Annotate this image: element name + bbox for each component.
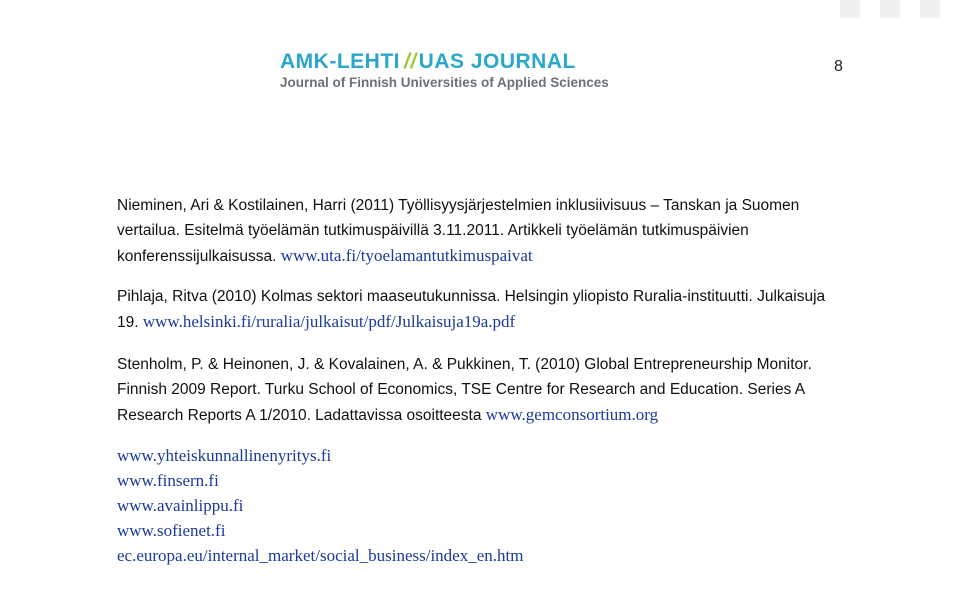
reference-link[interactable]: www.helsinki.fi/ruralia/julkaisut/pdf/Julkaisuja19a.pdf (142, 312, 516, 331)
link-item[interactable]: www.avainlippu.fi (117, 496, 244, 515)
reference-item (117, 352, 847, 428)
logo-uas-journal: UAS JOURNAL (418, 50, 576, 73)
reference-text: Nieminen, Ari & Kostilainen, Harri (2011) Työllisyysjärjestelmien inklusiivisuus – Tanskan ja Suomen vertailua. Esitelmä työelämän tutkimuspäivillä 3.11.2011. Artikkeli työelämän tutkimuspäivien konferenssijulkaisussa. (117, 197, 800, 265)
journal-logo (280, 50, 660, 91)
link-item[interactable]: www.yhteiskunnallinenyritys.fi (117, 446, 332, 465)
reference-text: Stenholm, P. & Heinonen, J. & Kovalainen, A. & Pukkinen, T. (2010) Global Entrepreneurship Monitor. Finnish 2009 Report. Turku School of Economics, TSE Centre for Research and Education. Series A Research Reports A 1/2010. Ladattavissa osoitteesta (117, 356, 812, 424)
logo-title (280, 50, 660, 74)
page-number: 8 (834, 58, 843, 75)
reference-item (117, 193, 847, 269)
logo-amk-lehti: AMK-LEHTI (280, 50, 400, 73)
reference-item (117, 284, 847, 335)
corner-decoration (840, 0, 960, 18)
link-list (117, 443, 847, 568)
logo-subtitle: Journal of Finnish Universities of Applied Sciences (280, 75, 609, 90)
reference-link[interactable]: www.gemconsortium.org (485, 405, 659, 424)
link-item[interactable]: www.sofienet.fi (117, 521, 226, 540)
reference-link[interactable]: www.uta.fi/tyoelamantutkimuspaivat (280, 246, 533, 265)
reference-list (117, 193, 847, 568)
link-item[interactable]: ec.europa.eu/internal_market/social_business/index_en.htm (117, 546, 524, 565)
logo-slash: // (403, 50, 417, 73)
link-item[interactable]: www.finsern.fi (117, 471, 219, 490)
reference-text: Pihlaja, Ritva (2010) Kolmas sektori maaseutukunnissa. Helsingin yliopisto Ruralia-instituutti. Julkaisuja 19. (117, 288, 826, 331)
